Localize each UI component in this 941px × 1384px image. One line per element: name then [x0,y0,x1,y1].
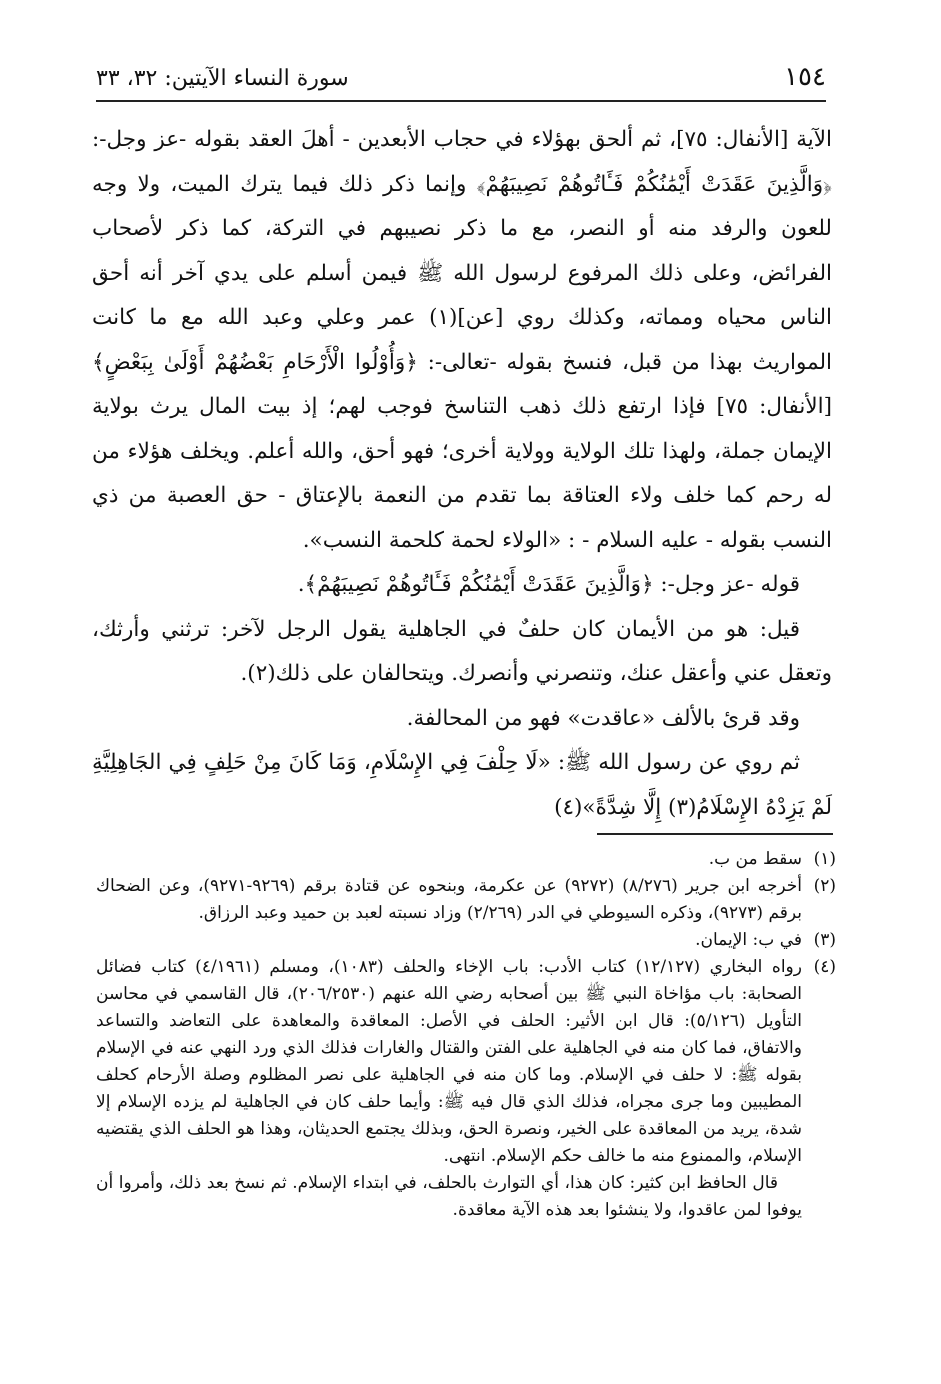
footnotes [96,846,836,1224]
footnote [96,873,836,927]
paragraph: ثم روي عن رسول الله ﷺ: «لَا حِلْفَ فِي الإِسْلَامِ، وَمَا كَانَ مِنْ حَلِفٍ فِي الجَاهِلِيَّةِ لَمْ يَزِدْهُ الإِسْلَامُ(٣) إِلَّا شِدَّةً»(٤) [92,750,832,820]
footnote-number: (٢) [813,876,836,896]
main-text [92,118,832,830]
running-title: سورة النساء الآيتين: ٣٢، ٣٣ [96,66,349,91]
paragraph: الآية [الأنفال: ٧٥]، ثم ألحق بهؤلاء في حجاب الأبعدين - أهلَ العقد بقوله -عز وجل-: ﴿وَالَّذِينَ عَقَدَتْ أَيْمَٰنُكُمْ فَـَٔاتُوهُمْ نَصِيبَهُمْ﴾ وإنما ذكر ذلك فيما يترك الميت، ولا وجه للعون والرفد منه أو النصر، مع ما ذكر نصيبهم في التركة، كما ذكر لأصحاب الفرائض، وعلى ذلك المرفوع لرسول الله ﷺ فيمن أسلم على يدي آخر أنه أحق الناس محياه ومماته، وكذلك روي [عن](١) عمر وعلي وعبد الله مع ما كانت المواريث بهذا من قبل، فنسخ بقوله -تعالى-: ﴿وَأُوْلُوا الْأَرْحَامِ بَعْضُهُمْ أَوْلَىٰ بِبَعْضٍ﴾ [الأنفال: ٧٥] فإذا ارتفع ذلك ذهب التناسخ فوجب لهم؛ إذ بيت المال يرث بولاية الإيمان جملة، ولهذا تلك الولاية وولاية أخرى؛ فهو أحق، والله أعلم. ويخلف هؤلاء من له رحم كما خلف ولاء العتاقة بما تقدم من النعمة بالإعتاق - حق العصبة من ذي النسب بقوله - عليه السلام - : «الولاء لحمة كلحمة النسب». [92,127,833,553]
footnote [96,954,836,1224]
footnote [96,927,836,954]
footnote-text: سقط من ب. [708,849,802,869]
paragraph: قيل: هو من الأيمان كان حلفٌ في الجاهلية يقول الرجل لآخر: ترثني وأرثك، وتعقل عني وأعقل عنك، وتنصرني وأنصرك. ويتحالفان على ذلك(٢). [92,616,832,686]
footnote [96,846,836,873]
footnote-separator [597,833,833,835]
footnote-number: (١) [813,849,836,869]
footnote-text: رواه البخاري (١٢/١٢٧) كتاب الأدب: باب الإخاء والحلف (١٠٨٣)، ومسلم (٤/١٩٦١) كتاب فضائل الصحابة: باب مؤاخاة النبي ﷺ بين أصحابه رضي الله عنهم (٢٠٦/٢٥٣٠)، قال القاسمي في محاسن التأويل (٥/١٢٦): قال ابن الأثير: الحلف في الأصل: المعاقدة والمعاهدة على التعاضد والتساعد والاتفاق، فما كان منه في الجاهلية على الفتن والقتال والغارات فذلك الذي ورد النهي عنه في الإسلام بقوله ﷺ: لا حلف في الإسلام. وما كان منه في الجاهلية على نصر المظلوم وصلة الأرحام كحلف المطيبين وما جرى مجراه، فذلك الذي قال فيه ﷺ: وأيما حلف كان في الجاهلية لم يزده الإسلام إلا شدة، يريد من المعاقدة على الخير، ونصرة الحق، وبذلك يجتمع الحديثان، وهذا هو الحلف الذي يقتضيه الإسلام، والممنوع منه ما خالف حكم الإسلام. انتهى. [96,957,802,1166]
footnote-text: في ب: الإيمان. [695,930,802,950]
page-number: ١٥٤ [784,62,826,92]
paragraph: قوله -عز وجل-: ﴿وَالَّذِينَ عَقَدَتْ أَيْمَٰنُكُمْ فَـَٔاتُوهُمْ نَصِيبَهُمْ﴾. [297,572,800,597]
footnote-number: (٤) [813,957,836,977]
footnote-number: (٣) [813,930,836,950]
paragraph: وقد قرئ بالألف «عاقدت» فهو من المحالفة. [406,705,800,731]
footnote-text: أخرجه ابن جرير (٨/٢٧٦) (٩٢٧٢) عن عكرمة، وبنحوه عن قتادة برقم (٩٢٦٩-٩٢٧١)، وعن الضحاك برقم (٩٢٧٣)، وذكره السيوطي في الدر (٢/٢٦٩) وزاد نسبته لعبد بن حميد وعبد الرزاق. [96,876,803,923]
page-header [96,60,826,102]
footnote-text: قال الحافظ ابن كثير: كان هذا، أي التوارث بالحلف، في ابتداء الإسلام. ثم نسخ بعد ذلك، وأمروا أن يوفوا لمن عاقدوا، ولا ينشئوا بعد هذه الآية معاقدة. [96,1173,802,1220]
